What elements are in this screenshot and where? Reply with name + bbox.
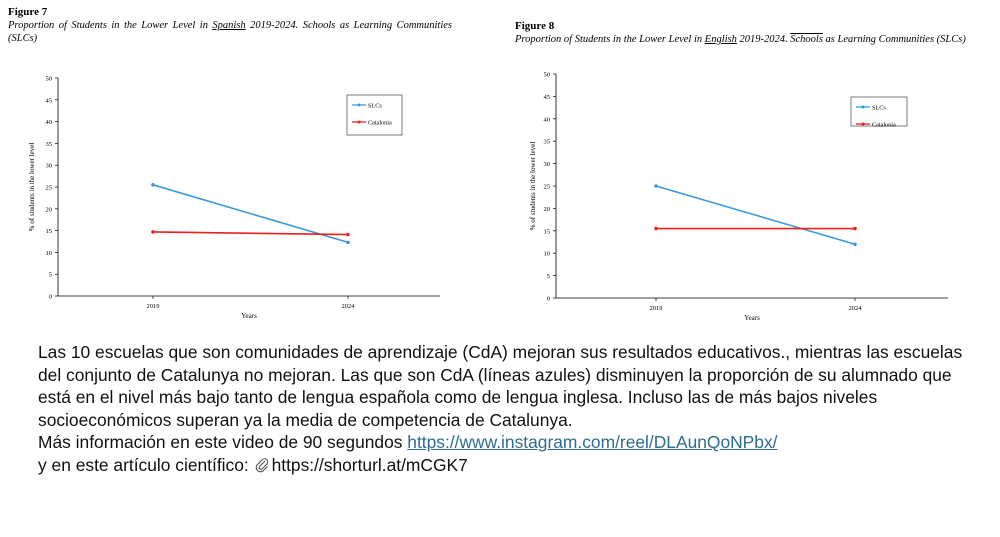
figure-7 (8, 6, 458, 328)
figure-8-label: Figure 8 (515, 20, 555, 32)
y-tick-label: 0 (546, 295, 550, 303)
x-tick-label: 2019 (649, 305, 663, 312)
language-english: English (704, 34, 737, 45)
data-point-catalonia (346, 233, 350, 237)
y-tick-label: 5 (546, 273, 550, 281)
legend-marker-catalonia (862, 123, 865, 126)
paperclip-icon (254, 454, 272, 477)
legend-box (347, 95, 402, 135)
data-point-catalonia (654, 227, 658, 231)
legend-marker-catalonia (358, 121, 361, 124)
figure-8-chart (515, 68, 970, 330)
y-axis-label: % of students in the lower level (28, 142, 36, 232)
figure-7-title: Proportion of Students in the Lower Level in Spanish 2019-2024. Schools as Learning Communities (SLCs) (8, 20, 452, 44)
y-tick-label: 45 (543, 93, 550, 101)
y-tick-label: 25 (45, 184, 52, 192)
data-point-catalonia (853, 227, 857, 231)
shorturl-link[interactable]: https://shorturl.at/mCGK7 (271, 454, 468, 475)
figure-7-chart (8, 66, 458, 328)
caption (38, 341, 988, 477)
legend-label-catalonia: Catalonia (368, 119, 392, 127)
y-tick-label: 10 (45, 249, 52, 257)
figure-8 (515, 20, 970, 328)
data-point-slcs (853, 242, 857, 246)
figure-7-label: Figure 7 (8, 6, 48, 18)
y-axis-label: % of students in the lower level (529, 141, 537, 231)
series-line-slcs (656, 186, 855, 244)
x-tick-label: 2024 (848, 305, 862, 312)
y-tick-label: 30 (45, 162, 52, 170)
instagram-reel-link[interactable]: https://www.instagram.com/reel/DLAunQoNPbx/ (407, 432, 778, 453)
legend-marker-slcs (862, 106, 865, 109)
data-point-catalonia (151, 230, 155, 234)
y-tick-label: 30 (543, 161, 550, 169)
y-tick-label: 40 (543, 116, 550, 124)
y-tick-label: 45 (45, 97, 52, 105)
y-tick-label: 15 (45, 228, 52, 236)
y-tick-label: 35 (45, 140, 52, 148)
x-tick-label: 2024 (341, 303, 355, 310)
y-tick-label: 20 (45, 206, 52, 214)
x-axis-label: Years (744, 314, 760, 322)
legend-label-catalonia: Catalonia (872, 121, 896, 129)
data-point-slcs (654, 184, 658, 188)
y-tick-label: 35 (543, 138, 550, 146)
legend-label-slcs: SLCs (872, 104, 886, 112)
legend-label-slcs: SLCs (368, 102, 382, 110)
legend-marker-slcs (358, 104, 361, 107)
y-tick-label: 10 (543, 250, 550, 258)
y-tick-label: 40 (45, 119, 52, 127)
language-spanish: Spanish (212, 20, 246, 31)
data-point-slcs (151, 183, 155, 187)
y-tick-label: 50 (45, 75, 52, 83)
data-point-slcs (346, 241, 350, 245)
x-axis-label: Years (241, 312, 257, 320)
y-tick-label: 20 (543, 205, 550, 213)
video-line: Más información en este video de 90 segundos https://www.instagram.com/reel/DLAunQoNPbx/ (38, 432, 778, 453)
figure-8-title: Proportion of Students in the Lower Level in English 2019-2024. Schools as Learning Communities (SLCs) (515, 34, 966, 45)
y-tick-label: 0 (48, 293, 52, 301)
y-tick-label: 5 (48, 271, 52, 279)
x-tick-label: 2019 (146, 303, 160, 310)
y-tick-label: 15 (543, 228, 550, 236)
y-tick-label: 50 (543, 71, 550, 79)
y-tick-label: 25 (543, 183, 550, 191)
caption-paragraph: Las 10 escuelas que son comunidades de aprendizaje (CdA) mejoran sus resultados educativos., mientras las escuelas del conjunto de Catalunya no mejoran. Las que son CdA (líneas azules) disminuyen la proporción de su alumnado que está en el nivel más bajo tanto de lengua española como de lengua inglesa. Incluso las de más bajos niveles socioeconómicos superan ya la media de competencia de Catalunya. (38, 342, 963, 430)
article-line: y en este artículo científico: https://shorturl.at/mCGK7 (38, 454, 468, 475)
